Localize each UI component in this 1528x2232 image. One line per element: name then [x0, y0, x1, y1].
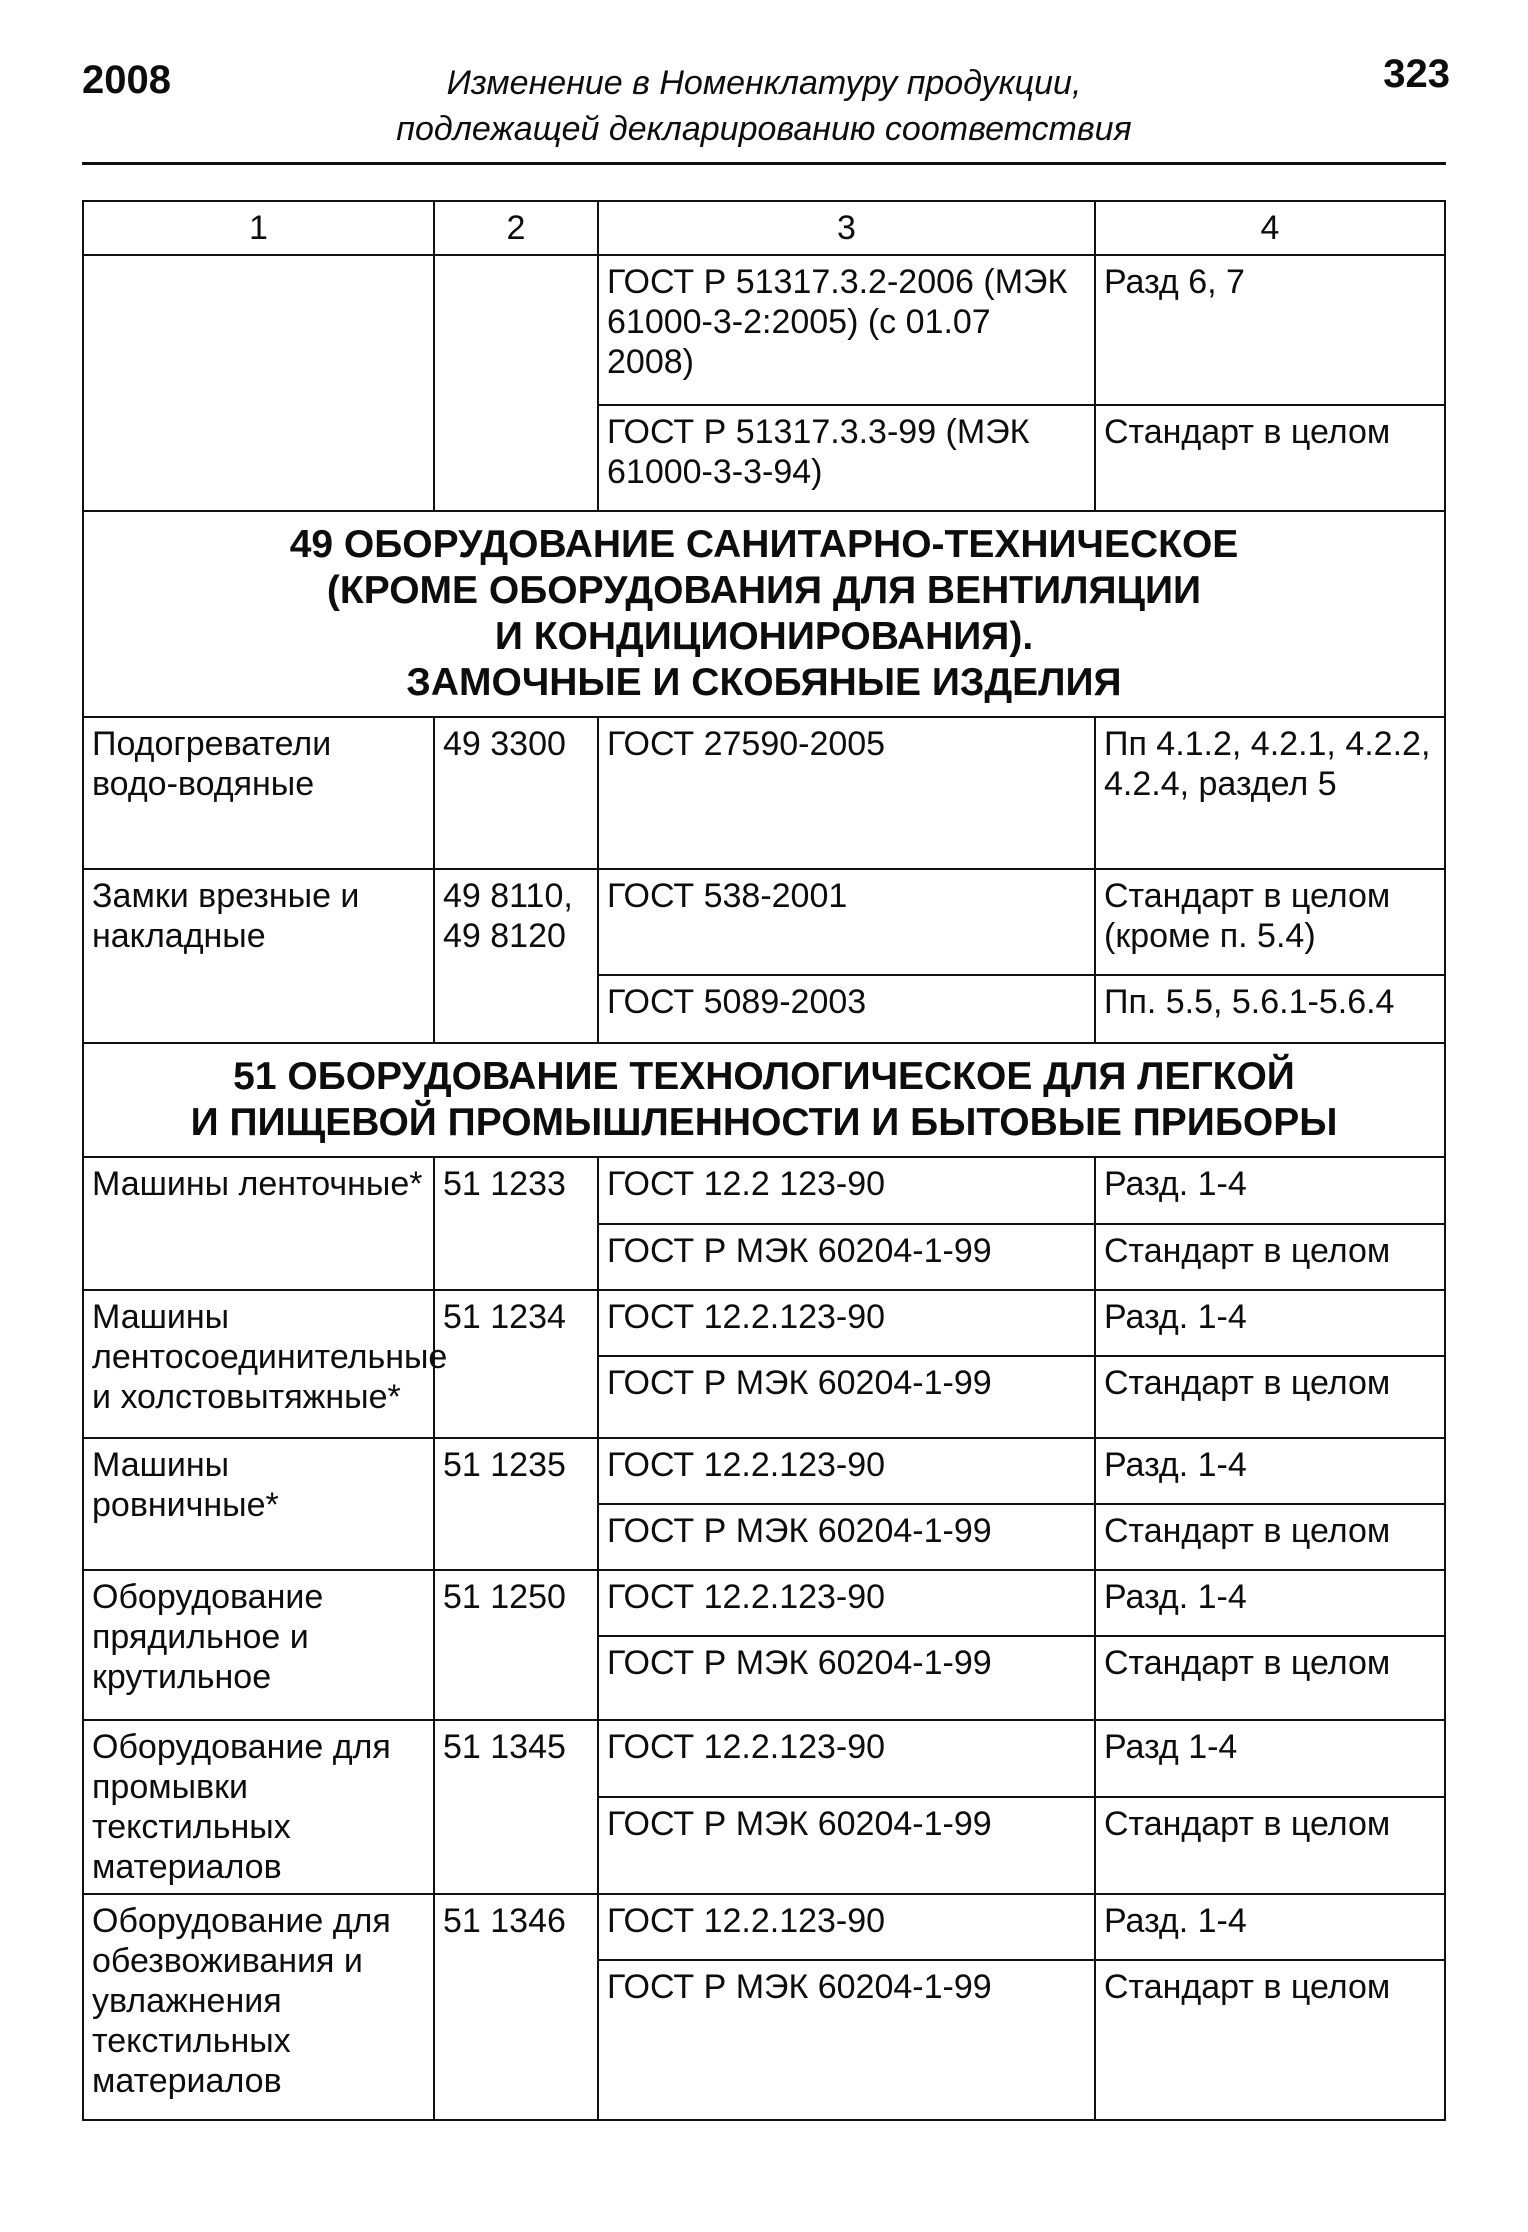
standard-cell: ГОСТ Р МЭК 60204-1-99	[598, 1356, 1095, 1438]
code-cell: 49 8110, 49 8120	[434, 869, 598, 1043]
scope-cell: Пп. 5.5, 5.6.1-5.6.4	[1095, 975, 1445, 1043]
header-rule	[82, 162, 1446, 165]
code-cell: 49 3300	[434, 717, 598, 869]
nomenclature-table	[82, 200, 1446, 2121]
scope-cell: Стандарт в целом	[1095, 1797, 1445, 1894]
standard-cell: ГОСТ 12.2.123-90	[598, 1290, 1095, 1356]
section-heading-line: ЗАМОЧНЫЕ И СКОБЯНЫЕ ИЗДЕЛИЯ	[406, 661, 1122, 704]
title-line-2: подлежащей декларированию соответствия	[396, 110, 1132, 148]
scope-cell: Разд. 1-4	[1095, 1157, 1445, 1224]
section-heading-row	[83, 511, 1445, 717]
product-cell: Замки врезные и накладные	[83, 869, 434, 1043]
standard-cell: ГОСТ 12.2.123-90	[598, 1720, 1095, 1797]
table-row	[83, 1290, 1445, 1356]
table-row	[83, 1570, 1445, 1636]
column-number-row	[83, 201, 1445, 255]
section-heading-line: (КРОМЕ ОБОРУДОВАНИЯ ДЛЯ ВЕНТИЛЯЦИИ	[326, 569, 1202, 612]
title-line-1: Изменение в Номенклатуру продукции,	[446, 64, 1082, 102]
code-cell: 51 1250	[434, 1570, 598, 1720]
standard-cell: ГОСТ Р МЭК 60204-1-99	[598, 1797, 1095, 1894]
scope-cell: Стандарт в целом	[1095, 1636, 1445, 1720]
table-body	[83, 201, 1445, 2120]
scope-cell: Стандарт в целом (кроме п. 5.4)	[1095, 869, 1445, 975]
product-cell: Подогреватели водо-водяные	[83, 717, 434, 869]
product-cell: Оборудование для обезвоживания и увлажнения текстильных материалов	[83, 1894, 434, 2120]
table-row	[83, 717, 1445, 869]
scope-cell: Стандарт в целом	[1095, 405, 1445, 511]
product-cell: Машины ленточные*	[83, 1157, 434, 1290]
standard-cell: ГОСТ Р 51317.3.3-99 (МЭК 61000-3-3-94)	[598, 405, 1095, 511]
scope-cell: Стандарт в целом	[1095, 1356, 1445, 1438]
standard-cell: ГОСТ 12.2.123-90	[598, 1894, 1095, 1960]
product-cell: Оборудование для промывки текстильных материалов	[83, 1720, 434, 1894]
code-cell: 51 1346	[434, 1894, 598, 2120]
column-number: 4	[1095, 201, 1445, 255]
scope-cell: Разд 6, 7	[1095, 255, 1445, 405]
column-number: 3	[598, 201, 1095, 255]
table-row	[83, 255, 1445, 405]
standard-cell: ГОСТ 12.2 123-90	[598, 1157, 1095, 1224]
table-row	[83, 869, 1445, 975]
code-cell: 51 1345	[434, 1720, 598, 1894]
standard-cell: ГОСТ 12.2.123-90	[598, 1570, 1095, 1636]
standard-cell: ГОСТ Р МЭК 60204-1-99	[598, 1224, 1095, 1290]
section-heading-line: 49 ОБОРУДОВАНИЕ САНИТАРНО-ТЕХНИЧЕСКОЕ	[289, 523, 1239, 566]
section-heading-row	[83, 1043, 1445, 1157]
column-number: 2	[434, 201, 598, 255]
standard-cell: ГОСТ Р МЭК 60204-1-99	[598, 1636, 1095, 1720]
scope-cell: Стандарт в целом	[1095, 1504, 1445, 1570]
code-cell: 51 1235	[434, 1438, 598, 1570]
table-row	[83, 1894, 1445, 1960]
table-row	[83, 1720, 1445, 1797]
page-number: 323	[1383, 52, 1450, 96]
year-label: 2008	[82, 58, 171, 102]
table-row	[83, 1157, 1445, 1224]
section-heading-line: 51 ОБОРУДОВАНИЕ ТЕХНОЛОГИЧЕСКОЕ ДЛЯ ЛЕГКОЙ	[233, 1055, 1295, 1098]
standard-cell: ГОСТ 5089-2003	[598, 975, 1095, 1043]
standard-cell: ГОСТ 12.2.123-90	[598, 1438, 1095, 1504]
scope-cell: Разд 1-4	[1095, 1720, 1445, 1797]
standard-cell: ГОСТ 538-2001	[598, 869, 1095, 975]
standard-cell: ГОСТ Р МЭК 60204-1-99	[598, 1960, 1095, 2120]
column-number: 1	[83, 201, 434, 255]
product-cell: Оборудование прядильное и крутильное	[83, 1570, 434, 1720]
section-heading-49	[83, 511, 1445, 717]
table-row	[83, 1438, 1445, 1504]
scope-cell: Разд. 1-4	[1095, 1290, 1445, 1356]
section-heading-line: И ПИЩЕВОЙ ПРОМЫШЛЕННОСТИ И БЫТОВЫЕ ПРИБОРЫ	[190, 1101, 1338, 1144]
product-cell	[83, 255, 434, 511]
code-cell: 51 1234	[434, 1290, 598, 1438]
code-cell: 51 1233	[434, 1157, 598, 1290]
standard-cell: ГОСТ Р МЭК 60204-1-99	[598, 1504, 1095, 1570]
section-heading-51	[83, 1043, 1445, 1157]
page-title	[250, 60, 1278, 152]
standard-cell: ГОСТ Р 51317.3.2-2006 (МЭК 61000-3-2:2005) (с 01.07 2008)	[598, 255, 1095, 405]
section-heading-line: И КОНДИЦИОНИРОВАНИЯ).	[494, 615, 1034, 658]
scope-cell: Пп 4.1.2, 4.2.1, 4.2.2, 4.2.4, раздел 5	[1095, 717, 1445, 869]
scope-cell: Разд. 1-4	[1095, 1570, 1445, 1636]
product-cell: Машины лентосоединительные и холстовытяжные*	[83, 1290, 434, 1438]
standard-cell: ГОСТ 27590-2005	[598, 717, 1095, 869]
scope-cell: Разд. 1-4	[1095, 1438, 1445, 1504]
scope-cell: Разд. 1-4	[1095, 1894, 1445, 1960]
code-cell	[434, 255, 598, 511]
scope-cell: Стандарт в целом	[1095, 1224, 1445, 1290]
product-cell: Машины ровничные*	[83, 1438, 434, 1570]
scope-cell: Стандарт в целом	[1095, 1960, 1445, 2120]
